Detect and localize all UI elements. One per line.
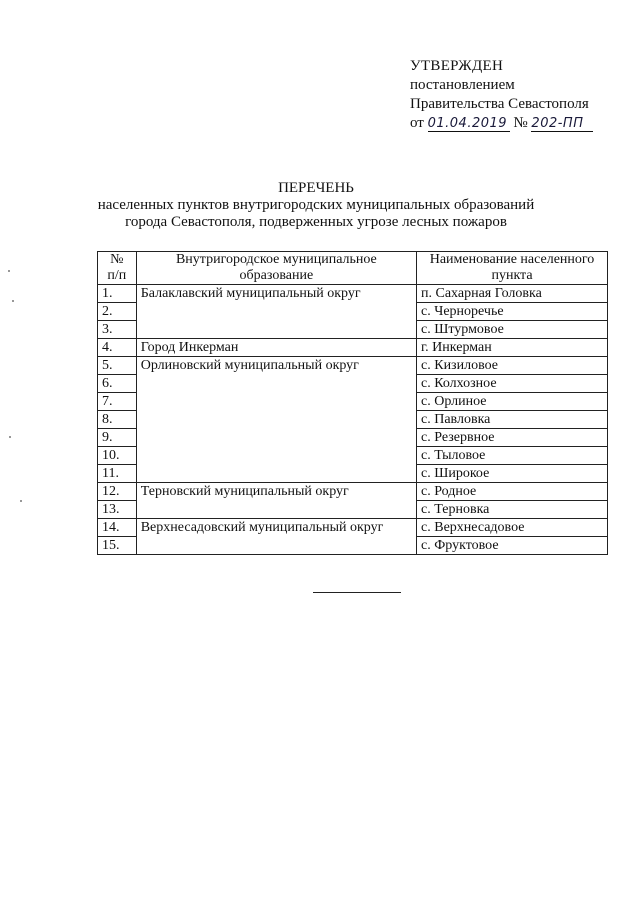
settlement-cell: с. Павловка xyxy=(417,411,608,429)
row-num: 5. xyxy=(98,357,137,375)
settlement-cell: с. Терновка xyxy=(417,501,608,519)
settlement-cell: с. Резервное xyxy=(417,429,608,447)
settlement-cell: с. Орлиное xyxy=(417,393,608,411)
settlement-cell: с. Верхнесадовое xyxy=(417,519,608,537)
district-cell: Терновский муниципальный округ xyxy=(136,483,416,519)
date-prefix: от xyxy=(410,115,424,131)
row-num: 13. xyxy=(98,501,137,519)
row-num: 6. xyxy=(98,375,137,393)
header-num-line-1: № xyxy=(110,252,124,267)
header-district-line-1: Внутригородское муниципальное xyxy=(175,252,377,267)
row-num: 9. xyxy=(98,429,137,447)
district-cell: Город Инкерман xyxy=(136,339,416,357)
row-num: 2. xyxy=(98,303,137,321)
settlement-cell: с. Штурмовое xyxy=(417,321,608,339)
table-row xyxy=(98,483,608,501)
table-header-row xyxy=(98,252,608,285)
approval-title: УТВЕРЖДЕН xyxy=(410,58,504,74)
settlement-cell: с. Колхозное xyxy=(417,375,608,393)
row-num: 10. xyxy=(98,447,137,465)
district-cell: Балаклавский муниципальный округ xyxy=(136,285,416,339)
header-settlement-line-2: пункта xyxy=(491,268,533,283)
district-cell: Орлиновский муниципальный округ xyxy=(136,357,416,483)
header-settlement-line-1: Наименование населенного xyxy=(429,252,595,267)
row-num: 11. xyxy=(98,465,137,483)
number-prefix: № xyxy=(513,115,528,131)
number-field xyxy=(531,116,593,132)
row-num: 15. xyxy=(98,537,137,555)
document-subtitle-2: города Севастополя, подверженных угрозе лесных пожаров xyxy=(125,214,507,230)
row-num: 3. xyxy=(98,321,137,339)
approval-line-3: Правительства Севастополя xyxy=(410,96,589,112)
settlement-cell: с. Тыловое xyxy=(417,447,608,465)
settlement-cell: с. Широкое xyxy=(417,465,608,483)
settlement-cell: с. Родное xyxy=(417,483,608,501)
row-num: 1. xyxy=(98,285,137,303)
row-num: 8. xyxy=(98,411,137,429)
row-num: 7. xyxy=(98,393,137,411)
approval-line-2: постановлением xyxy=(410,77,515,93)
scan-speck xyxy=(8,270,10,272)
table-row xyxy=(98,519,608,537)
document-title: ПЕРЕЧЕНЬ xyxy=(278,180,354,196)
settlement-cell: г. Инкерман xyxy=(417,339,608,357)
approval-stamp xyxy=(410,57,593,133)
district-cell: Верхнесадовский муниципальный округ xyxy=(136,519,416,555)
settlement-cell: п. Сахарная Головка xyxy=(417,285,608,303)
row-num: 14. xyxy=(98,519,137,537)
settlement-cell: с. Кизиловое xyxy=(417,357,608,375)
document-heading xyxy=(0,180,632,231)
row-num: 4. xyxy=(98,339,137,357)
number-value: 202-ПП xyxy=(531,116,584,131)
row-num: 12. xyxy=(98,483,137,501)
document-subtitle-1: населенных пунктов внутригородских муниципальных образований xyxy=(97,197,535,213)
header-num xyxy=(98,252,137,285)
table-row xyxy=(98,339,608,357)
closing-divider xyxy=(313,592,401,593)
date-field xyxy=(428,116,510,132)
date-value: 01.04.2019 xyxy=(427,116,508,131)
settlement-cell: с. Фруктовое xyxy=(417,537,608,555)
table-row xyxy=(98,357,608,375)
header-num-line-2: п/п xyxy=(107,268,127,283)
scan-speck xyxy=(12,300,14,302)
settlements-table xyxy=(97,251,608,555)
settlement-cell: с. Черноречье xyxy=(417,303,608,321)
header-district-line-2: образование xyxy=(239,268,314,283)
header-settlement xyxy=(417,252,608,285)
approval-date-line xyxy=(410,114,593,133)
scan-speck xyxy=(9,436,11,438)
table-row xyxy=(98,285,608,303)
header-district xyxy=(136,252,416,285)
scan-speck xyxy=(20,500,22,502)
